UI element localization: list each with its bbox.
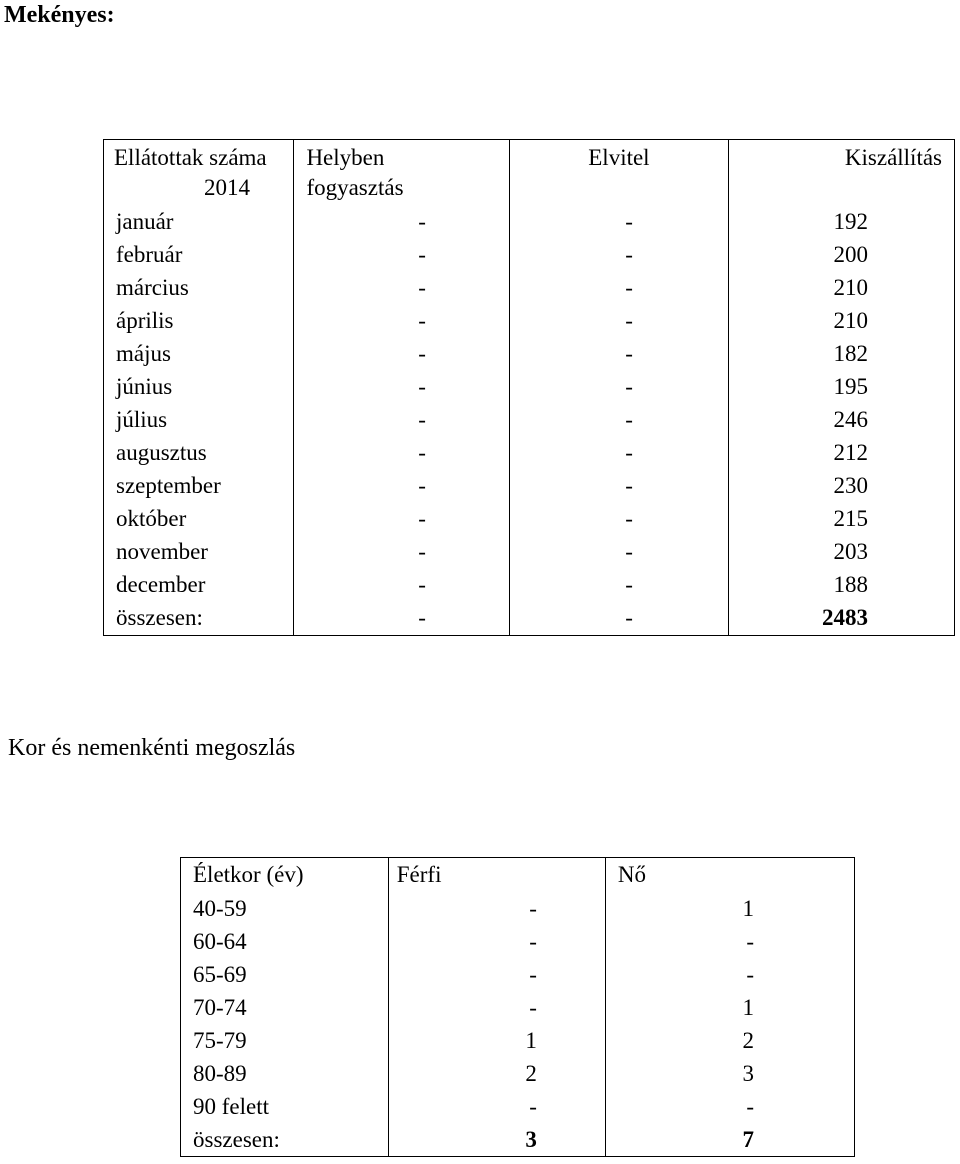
table-row — [181, 892, 855, 925]
on-site-cell: - — [294, 535, 510, 568]
header-cell-delivery: Kiszállítás — [728, 140, 954, 206]
page-heading: Mekényes: — [4, 2, 115, 28]
total-row — [104, 601, 955, 636]
month-cell: március — [104, 271, 294, 304]
table-row — [181, 1057, 855, 1090]
header-cell-female: Nő — [605, 858, 854, 893]
table-row — [104, 535, 955, 568]
table-row — [104, 271, 955, 304]
table-row — [104, 568, 955, 601]
delivery-cell: 203 — [728, 535, 954, 568]
table-row — [104, 238, 955, 271]
month-cell: október — [104, 502, 294, 535]
male-count-cell: 1 — [388, 1024, 605, 1057]
month-cell: május — [104, 337, 294, 370]
delivery-cell: 195 — [728, 370, 954, 403]
on-site-cell: - — [294, 436, 510, 469]
header-cell-takeaway: Elvitel — [509, 140, 728, 206]
header-cell-age: Életkor (év) — [181, 858, 389, 893]
takeaway-cell: - — [509, 502, 728, 535]
male-count-cell: - — [388, 991, 605, 1024]
table-row — [104, 370, 955, 403]
takeaway-cell: - — [509, 535, 728, 568]
age-range-cell: 40-59 — [181, 892, 389, 925]
served-table-header-row — [104, 140, 955, 206]
delivery-cell: 230 — [728, 469, 954, 502]
total-label-cell: összesen: — [104, 601, 294, 636]
total-female-cell: 7 — [605, 1123, 854, 1157]
female-count-cell: - — [605, 1090, 854, 1123]
takeaway-cell: - — [509, 337, 728, 370]
delivery-cell: 215 — [728, 502, 954, 535]
total-male-cell: 3 — [388, 1123, 605, 1157]
takeaway-cell: - — [509, 469, 728, 502]
delivery-cell: 200 — [728, 238, 954, 271]
header-cell-on-site — [294, 140, 510, 206]
table-row — [181, 991, 855, 1024]
takeaway-cell: - — [509, 205, 728, 238]
table-row — [104, 436, 955, 469]
total-takeaway-cell: - — [509, 601, 728, 636]
header-cell-served-count — [104, 140, 294, 206]
delivery-cell: 212 — [728, 436, 954, 469]
takeaway-cell: - — [509, 370, 728, 403]
header-cell-male: Férfi — [388, 858, 605, 893]
month-cell: július — [104, 403, 294, 436]
on-site-cell: - — [294, 271, 510, 304]
total-on-site-cell: - — [294, 601, 510, 636]
header-served-count-label: Ellátottak száma — [114, 145, 267, 170]
month-cell: január — [104, 205, 294, 238]
month-cell: szeptember — [104, 469, 294, 502]
age-gender-table — [180, 857, 855, 1157]
table-row — [104, 205, 955, 238]
total-label-cell: összesen: — [181, 1123, 389, 1157]
total-row — [181, 1123, 855, 1157]
age-range-cell: 70-74 — [181, 991, 389, 1024]
on-site-cell: - — [294, 469, 510, 502]
header-on-site-line2: fogyasztás — [306, 175, 404, 200]
on-site-cell: - — [294, 205, 510, 238]
on-site-cell: - — [294, 403, 510, 436]
on-site-cell: - — [294, 568, 510, 601]
age-table-header-row — [181, 858, 855, 893]
takeaway-cell: - — [509, 436, 728, 469]
male-count-cell: - — [388, 958, 605, 991]
table-row — [104, 403, 955, 436]
delivery-cell: 210 — [728, 304, 954, 337]
takeaway-cell: - — [509, 403, 728, 436]
on-site-cell: - — [294, 370, 510, 403]
male-count-cell: - — [388, 925, 605, 958]
header-on-site-line1: Helyben — [306, 145, 385, 170]
delivery-cell: 188 — [728, 568, 954, 601]
female-count-cell: 3 — [605, 1057, 854, 1090]
delivery-cell: 192 — [728, 205, 954, 238]
served-table — [103, 139, 955, 636]
month-cell: április — [104, 304, 294, 337]
male-count-cell: - — [388, 892, 605, 925]
takeaway-cell: - — [509, 568, 728, 601]
table-row — [104, 337, 955, 370]
table-row — [104, 502, 955, 535]
male-count-cell: - — [388, 1090, 605, 1123]
delivery-cell: 246 — [728, 403, 954, 436]
female-count-cell: - — [605, 925, 854, 958]
on-site-cell: - — [294, 337, 510, 370]
month-cell: február — [104, 238, 294, 271]
month-cell: június — [104, 370, 294, 403]
female-count-cell: 2 — [605, 1024, 854, 1057]
female-count-cell: 1 — [605, 991, 854, 1024]
delivery-cell: 210 — [728, 271, 954, 304]
takeaway-cell: - — [509, 238, 728, 271]
age-range-cell: 75-79 — [181, 1024, 389, 1057]
header-year-label: 2014 — [204, 175, 250, 200]
male-count-cell: 2 — [388, 1057, 605, 1090]
table-row — [181, 1090, 855, 1123]
month-cell: december — [104, 568, 294, 601]
total-delivery-cell: 2483 — [728, 601, 954, 636]
age-range-cell: 65-69 — [181, 958, 389, 991]
takeaway-cell: - — [509, 271, 728, 304]
table-row — [181, 925, 855, 958]
month-cell: november — [104, 535, 294, 568]
age-range-cell: 90 felett — [181, 1090, 389, 1123]
table-row — [181, 1024, 855, 1057]
takeaway-cell: - — [509, 304, 728, 337]
on-site-cell: - — [294, 502, 510, 535]
on-site-cell: - — [294, 304, 510, 337]
female-count-cell: - — [605, 958, 854, 991]
table-row — [104, 469, 955, 502]
month-cell: augusztus — [104, 436, 294, 469]
age-range-cell: 60-64 — [181, 925, 389, 958]
age-range-cell: 80-89 — [181, 1057, 389, 1090]
female-count-cell: 1 — [605, 892, 854, 925]
on-site-cell: - — [294, 238, 510, 271]
delivery-cell: 182 — [728, 337, 954, 370]
distribution-heading: Kor és nemenkénti megoszlás — [8, 735, 296, 761]
table-row — [104, 304, 955, 337]
table-row — [181, 958, 855, 991]
